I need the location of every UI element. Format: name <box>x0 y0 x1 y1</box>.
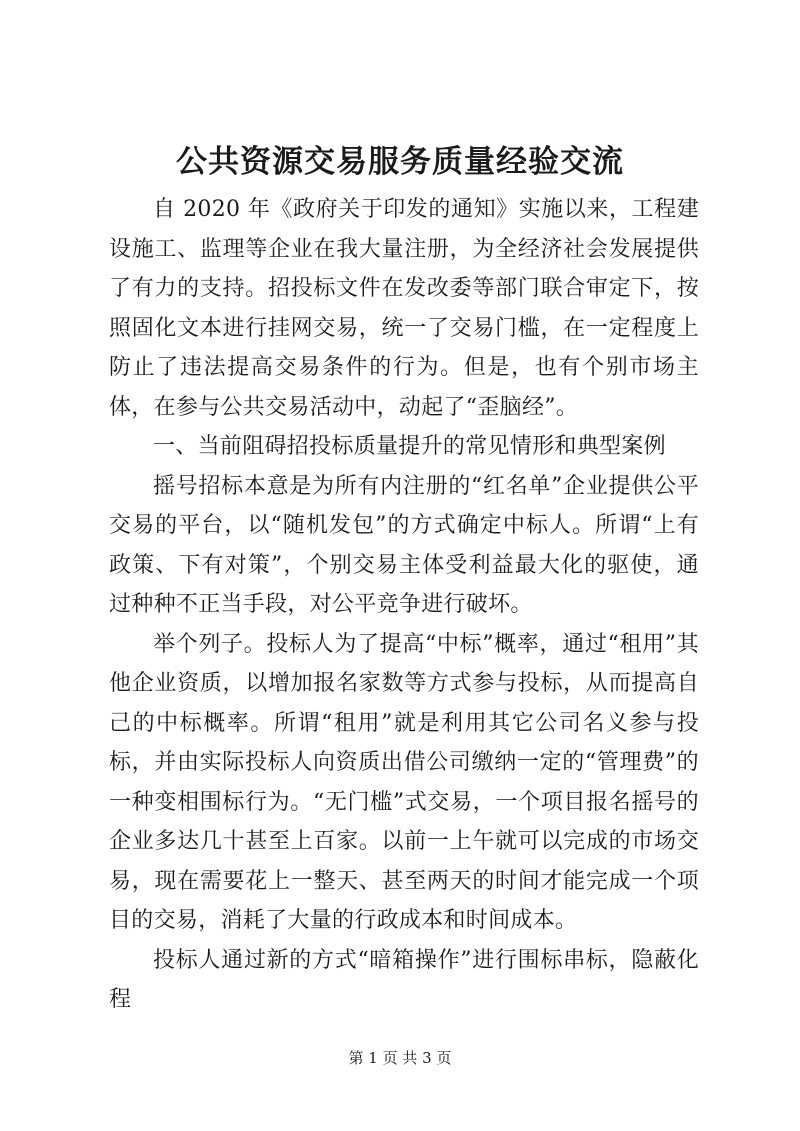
section-heading: 一、当前阻碍招投标质量提升的常见情形和典型案例 <box>153 434 666 459</box>
paragraph-example: 举个列子。投标人为了提高“中标”概率，通过“租用”其他企业资质，以增加报名家数等方式参与投标，从而提高自己的中标概率。所谓“租用”就是利用其它公司名义参与投标，并由实际投标人向资质出借公司缴纳一定的“管理费”的一种变相围标行为。“无门槛”式交易，一个项目报名摇号的企业多达几十甚至上百家。以前一上午就可以完成的市场交易，现在需要花上一整天、甚至两天的时间才能完成一个项目的交易，消耗了大量的行政成本和时间成本。 <box>109 631 699 933</box>
page-footer: 第 1 页 共 3 页 <box>348 1049 452 1067</box>
document-body <box>109 190 699 1020</box>
paragraph-intro: 自 2020 年《政府关于印发的通知》实施以来，工程建设施工、监理等企业在我大量注册，为全经济社会发展提供了有力的支持。招投标文件在发改委等部门联合审定下，按照固化文本进行挂网交易，统一了交易门槛，在一定程度上防止了违法提高交易条件的行为。但是，也有个别市场主体，在参与公共交易活动中，动起了“歪脑经”。 <box>109 197 699 420</box>
paragraph-lottery-bidding: 摇号招标本意是为所有内注册的“红名单”企业提供公平交易的平台，以“随机发包”的方式确定中标人。所谓“上有政策、下有对策”，个别交易主体受利益最大化的驱使，通过种种不正当手段，对公平竞争进行破坏。 <box>109 473 699 617</box>
paragraph-collusion: 投标人通过新的方式“暗箱操作”进行围标串标，隐蔽化程 <box>109 947 699 1012</box>
document-title: 公共资源交易服务质量经验交流 <box>176 144 624 180</box>
